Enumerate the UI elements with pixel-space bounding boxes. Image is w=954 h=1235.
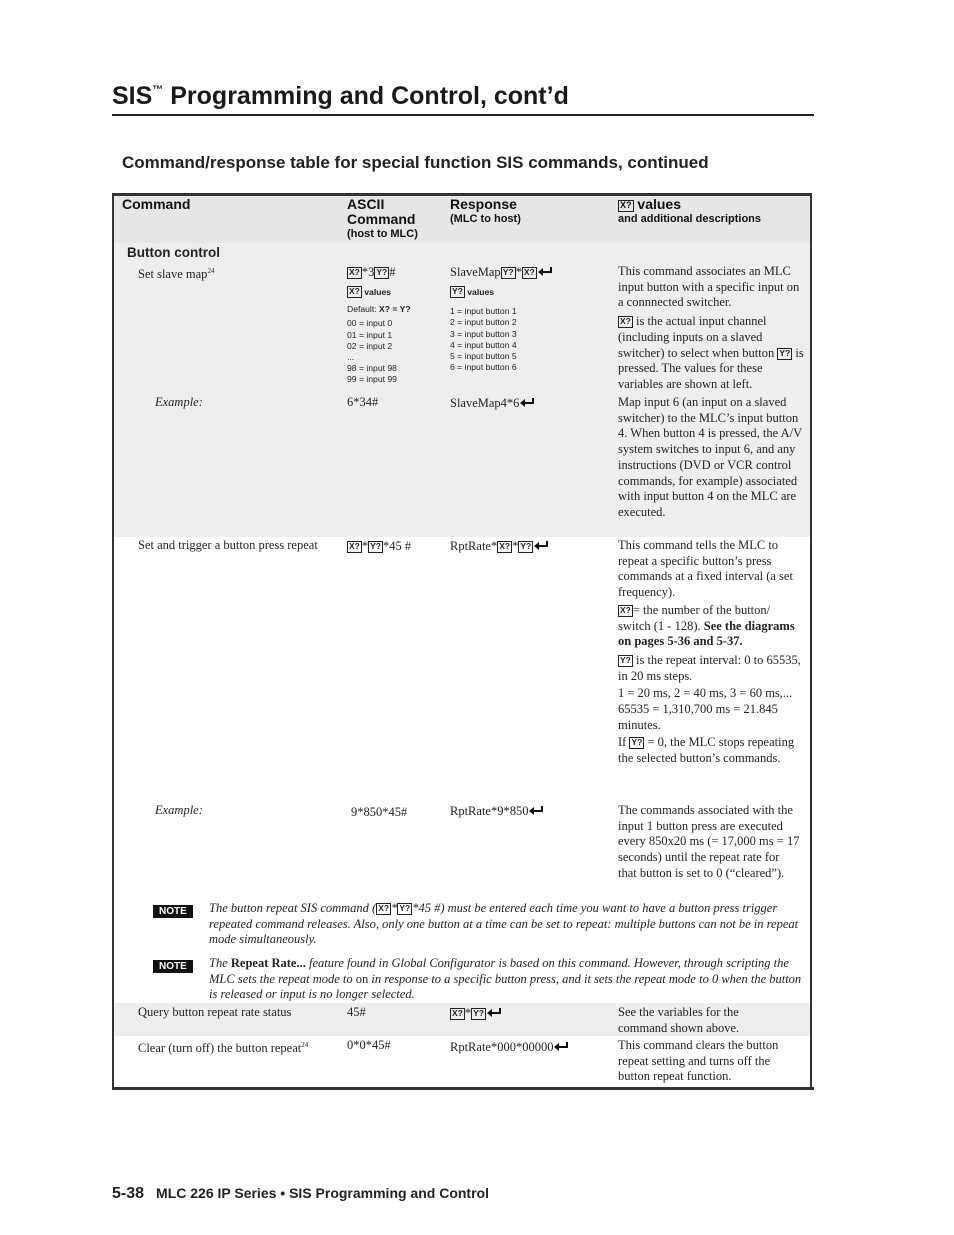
col-header-ascii: ASCII Command (host to MLC): [347, 196, 418, 240]
desc-query-repeat-rate: See the variables for the command shown above.: [618, 1005, 740, 1035]
example-cmd-repeat: 9*850*45#: [351, 805, 408, 819]
cmd-query-repeat-rate: Query button repeat rate status: [138, 1005, 292, 1019]
page-footer: [112, 1185, 489, 1203]
example-label-slave-map: Example:: [155, 395, 203, 409]
col-header-response: Response (MLC to host): [450, 196, 521, 225]
resp-query-repeat-rate: X? * Y?: [450, 1006, 502, 1022]
note-text-repeat-rate: The Repeat Rate... feature found in Global Configurator is based on this command. However, through scripting the MLC sets the repeat mode to on in response to a specific button press, and it sets the repeat mode to 0 when the button is released or input is no longer selected.: [209, 956, 802, 1002]
ascii-set-trigger-repeat: X? * Y? *45 #: [349, 539, 412, 553]
cmd-clear-repeat: Clear (turn off) the button repeat$^{24}$: [138, 1041, 309, 1056]
example-resp-slave-map: SlaveMap4*6: [450, 396, 535, 412]
return-icon: [519, 397, 535, 407]
desc-set-slave-map: This command associates an MLC input button with a specific input on a connnected switcher. X? is the actual input channel (including inputs on a slaved switcher) to select when button Y? is pressed. The values for these variables are shown at left.: [618, 264, 804, 391]
ascii-clear-repeat: 0*0*45#: [347, 1038, 391, 1052]
desc-set-trigger-repeat: This command tells the MLC to repeat a specific button’s press commands at a fixed interval (a set frequency). X? = the number of the button/ switch (1 - 128). See the diagrams on pages 5-36 and 5-37. Y? is the repeat interval: 0 to 65535, in 20 ms steps. 1 = 20 ms, 2 = 40 ms, 3 = 60 ms,... 65535 = 1,310,700 ms = 21.845 minutes. If Y? = 0, the MLC stops repeating the selected button’s commands.: [618, 538, 801, 766]
resp-set-trigger-repeat: RptRate* X? * Y?: [450, 539, 549, 555]
example-label-repeat: Example:: [155, 803, 203, 817]
col-header-command: Command: [122, 196, 191, 212]
resp-clear-repeat: RptRate*000*00000: [450, 1040, 569, 1056]
cmd-set-slave-map: Set slave map$^{24}$: [138, 267, 215, 282]
return-icon: [528, 805, 544, 815]
table-bottom-rule: [112, 1087, 814, 1090]
example-desc-slave-map: Map input 6 (an input on a slaved switcher) to the MLC’s input button 4. When button 4 is pressed, the A/V system switches to input 6, and any instructions (DVD or VCR control commands, for example) associated with input button 4 on the MLC are executed.: [618, 395, 802, 519]
return-icon: [537, 266, 553, 276]
page-number: 5-38: [112, 1185, 145, 1202]
x-values-list: X? values Default: X? = Y? 00 = input 0 01 = input 1 02 = input 2 ... 98 = input 98 99 = input 99: [347, 286, 411, 385]
return-icon: [486, 1007, 502, 1017]
x-variable-box: X?: [620, 200, 632, 210]
section-title: Command/response table for special function SIS commands, continued: [122, 153, 709, 172]
return-icon: [533, 540, 549, 550]
footer-text: MLC 226 IP Series • SIS Programming and Control: [156, 1185, 489, 1201]
col-header-values: X? values and additional descriptions: [618, 196, 762, 225]
group-heading-button-control: Button control: [127, 245, 220, 260]
desc-clear-repeat: This command clears the button repeat setting and turns off the button repeat function.: [618, 1038, 779, 1084]
example-desc-repeat: The commands associated with the input 1 button press are executed every 850x20 ms (= 17,000 ms = 17 seconds) until the repeat rate for that button is set to 0 (“cleared”).: [618, 803, 800, 880]
cmd-set-trigger-repeat: Set and trigger a button press repeat: [138, 538, 318, 552]
title-rule: [112, 114, 814, 116]
ascii-query-repeat-rate: 45#: [347, 1005, 366, 1019]
example-resp-repeat: RptRate*9*850: [450, 804, 544, 820]
note-badge: NOTE: [153, 956, 193, 974]
resp-set-slave-map: SlaveMap Y? * X?: [450, 265, 553, 281]
return-icon: [553, 1041, 569, 1051]
note-text-repeat-command: The button repeat SIS command ( X? * Y? *45 #) must be entered each time you want to have a button press trigger repeated command releases. Also, only one button at a time can be set to repeat: multiple buttons can not be in repeat mode simultaneously.: [209, 901, 799, 947]
note-badge: NOTE: [153, 901, 193, 919]
example-cmd-slave-map: 6*34#: [347, 395, 379, 409]
page-title: SIS™ Programming and Control, cont’d: [112, 82, 569, 110]
y-values-list: Y? values 1 = input button 1 2 = input button 2 3 = input button 3 4 = input button 4 5 = input button 5 6 = input button 6: [450, 286, 517, 373]
ascii-set-slave-map: X? *3 Y? #: [349, 265, 396, 279]
